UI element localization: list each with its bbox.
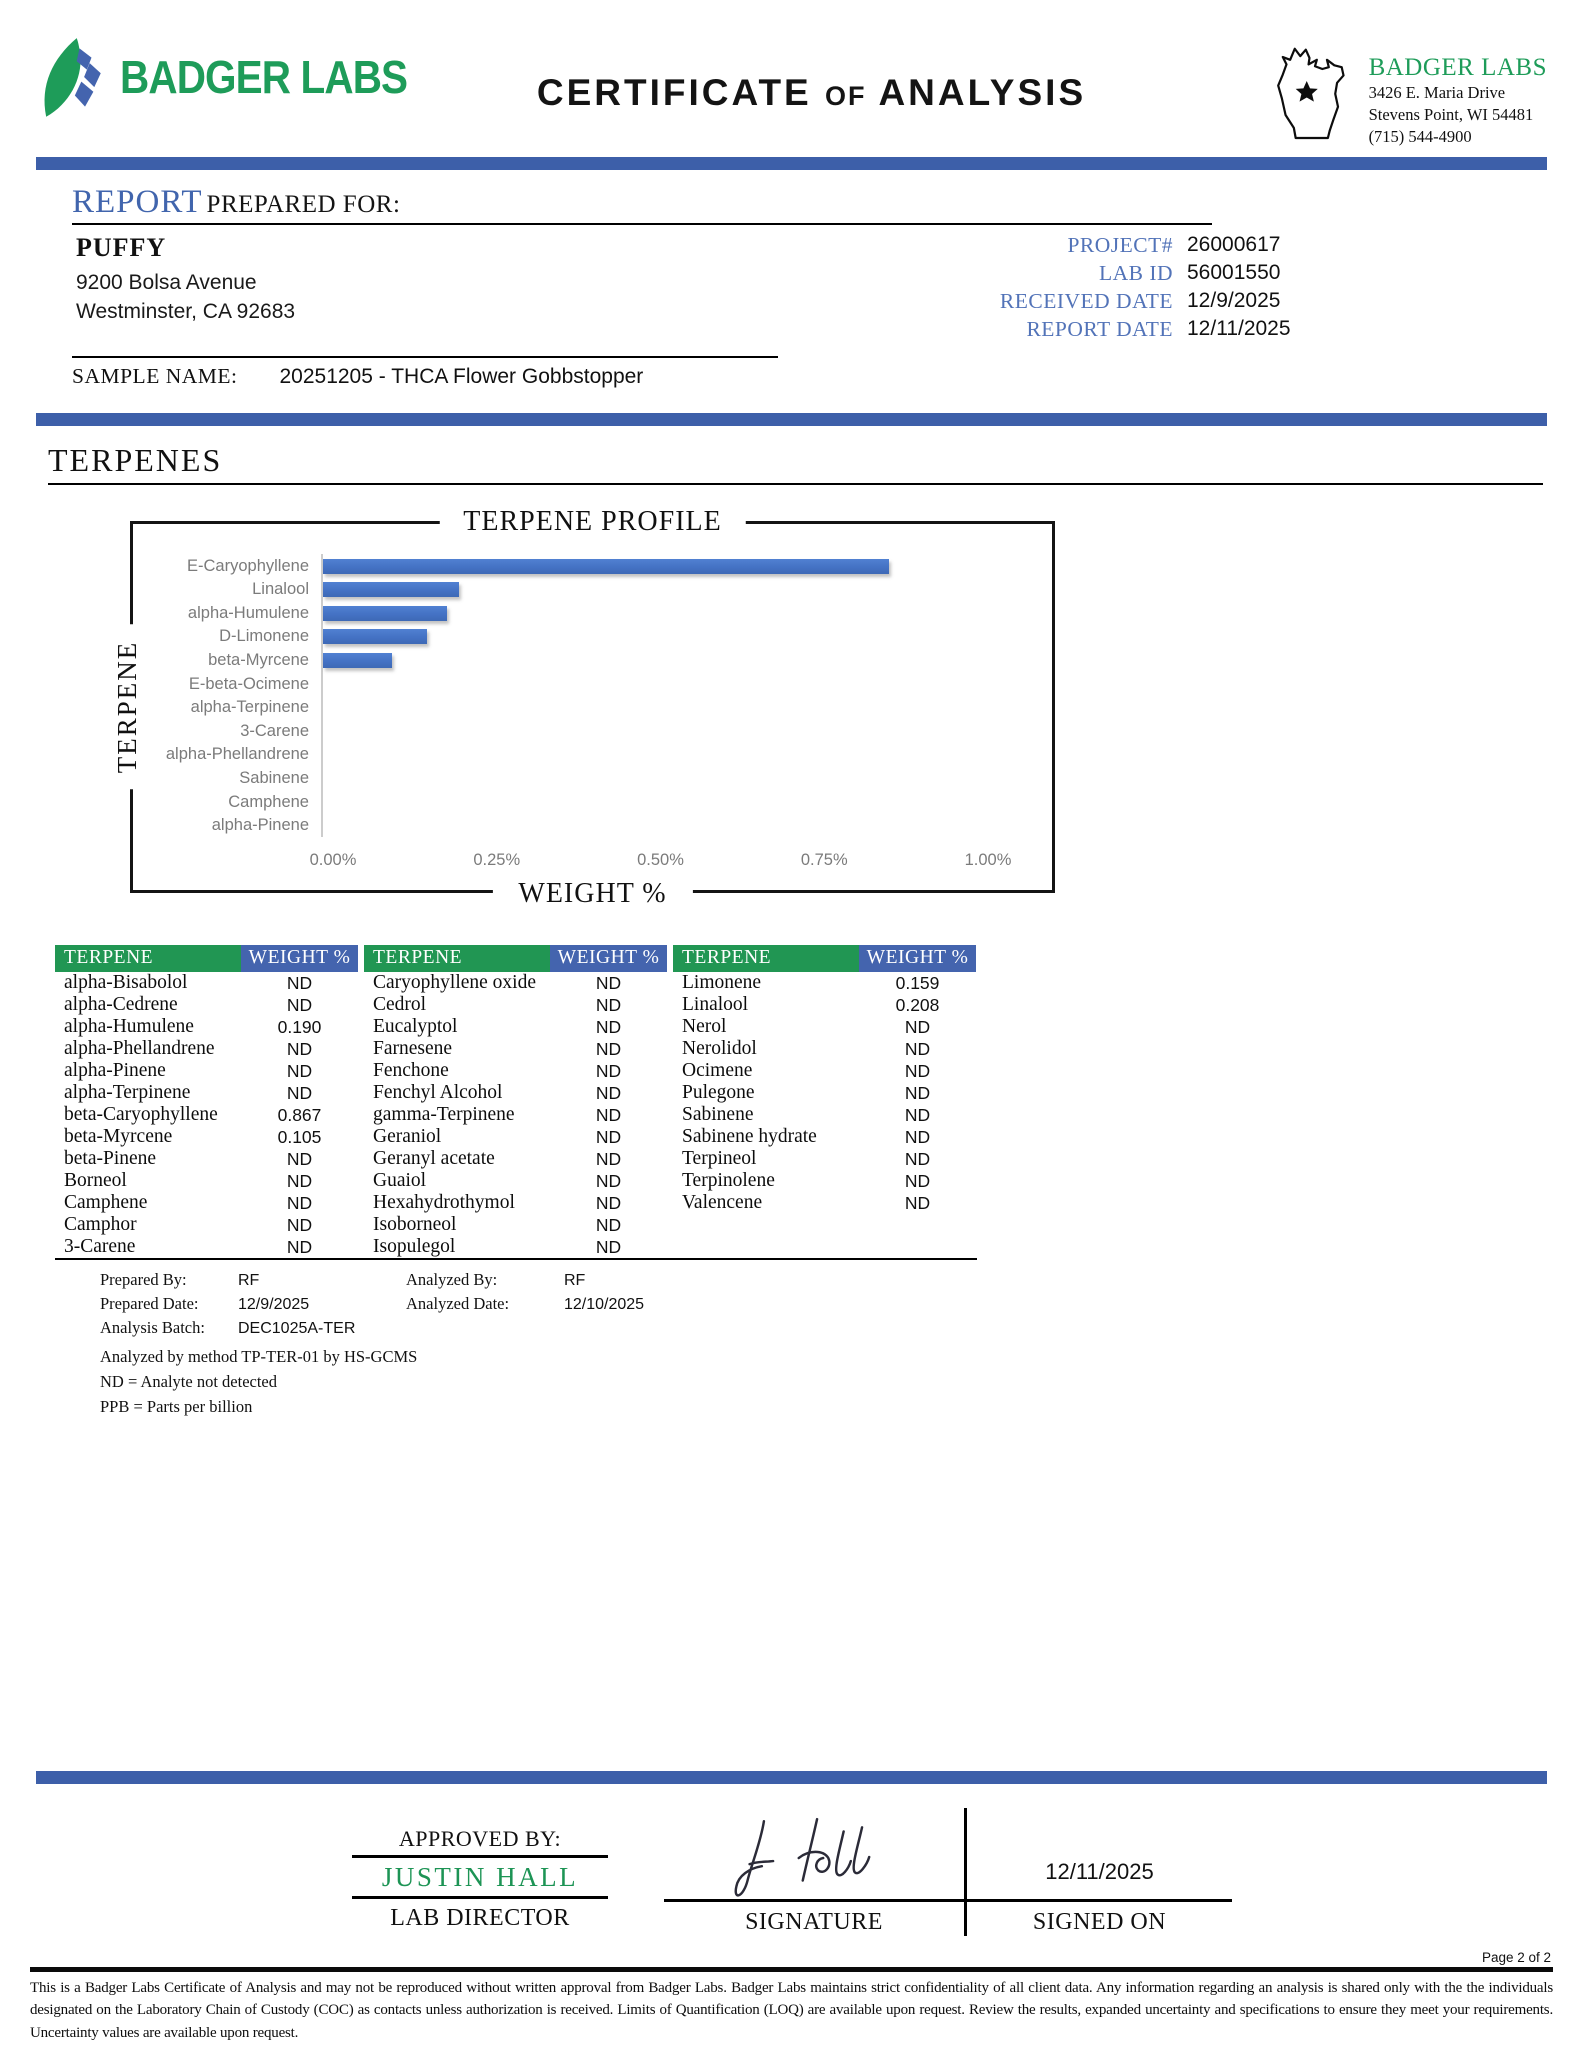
terpene-weight-cell: ND [595,1170,622,1191]
received-date-value: 12/9/2025 [1187,289,1281,313]
x-tick: 0.00% [309,851,357,870]
bar-D-Limonene [323,629,427,644]
method-note: Analyzed by method TP-TER-01 by HS-GCMS [100,1347,418,1367]
bar-beta-Myrcene [323,653,392,668]
analyzed-date-label: Analyzed Date: [406,1294,510,1314]
bar-track [321,601,976,625]
analyzed-by-value: RF [564,1272,586,1290]
bar-category-label: 3-Carene [240,721,309,740]
chart-y-axis-label: TERPENE [112,625,143,790]
terpene-weight-cell: ND [595,1236,622,1257]
project-fields [888,233,1427,342]
table-row [55,1148,358,1170]
terpene-table-group-2 [364,945,667,1258]
client-info [72,233,632,342]
lab-address-line1: 3426 E. Maria Drive [1368,83,1506,102]
terpene-name-cell: Geraniol [373,1126,442,1148]
x-tick: 1.00% [964,851,1012,870]
terpene-weight-cell: ND [286,994,313,1015]
table-row [55,1104,358,1126]
project-number-value: 26000617 [1187,233,1281,257]
signed-on-label: SIGNED ON [1032,1908,1167,1935]
terpene-name-cell: beta-Caryophyllene [64,1104,218,1126]
disclaimer-text: This is a Badger Labs Certificate of Analysis and may not be reproduced without written approval from Badger Labs. Badger Labs maintains strict confidentiality of all client data. Any information regarding an analysis is shared only with the the individuals designated on the Laboratory Chain of Custody (COC) as contacts unless authorization is received. Limits of Quantification (LOQ) are available upon request. Review the results, expanded uncertainty and specifications to ensure they meet your requirements. Uncertainty values are available upon request. [30,1979,1553,2041]
column-header-weight: WEIGHT % [859,945,976,972]
terpene-weight-cell: ND [904,1192,931,1213]
terpene-weight-cell: ND [904,1038,931,1059]
title-part1: CERTIFICATE [536,72,812,113]
table-row [55,1170,358,1192]
terpene-weight-cell: ND [286,1060,313,1081]
table-row [673,994,976,1016]
table-row [673,1192,976,1214]
approver-title: LAB DIRECTOR [390,1904,570,1931]
badger-labs-leaf-icon [36,34,110,120]
terpene-weight-cell: ND [595,1148,622,1169]
terpene-profile-chart [112,506,1055,910]
column-header-weight: WEIGHT % [550,945,667,972]
column-header-weight: WEIGHT % [241,945,358,972]
received-date-label: RECEIVED DATE [999,289,1173,314]
lab-id-label: LAB ID [1098,261,1173,286]
terpene-weight-cell: ND [595,1016,622,1037]
bar-row [149,696,1002,720]
report-date-value: 12/11/2025 [1187,317,1291,341]
table-row [55,1082,358,1104]
terpene-name-cell: Fenchyl Alcohol [373,1082,503,1104]
table-row [673,1148,976,1170]
terpene-name-cell: Sabinene hydrate [682,1126,817,1148]
terpene-weight-cell: ND [286,1214,313,1235]
bar-category-label: Linalool [252,580,309,599]
terpene-weight-cell: ND [595,1082,622,1103]
bar-category-label: E-beta-Ocimene [188,674,309,693]
lab-phone: (715) 544-4900 [1368,126,1472,146]
terpene-weight-cell: ND [286,1082,313,1103]
bar-row [149,601,1002,625]
terpene-name-cell: alpha-Terpinene [64,1082,191,1104]
analysis-batch-label: Analysis Batch: [100,1318,205,1338]
terpene-weight-cell: ND [286,1148,313,1169]
lab-id-value: 56001550 [1187,261,1281,285]
table-row [364,1126,667,1148]
terpene-name-cell: Farnesene [373,1038,453,1060]
terpene-weight-cell: ND [904,1016,931,1037]
terpene-name-cell: Sabinene [682,1104,754,1126]
approver-block [352,1826,608,1936]
terpene-weight-cell: ND [904,1104,931,1125]
bar-row [149,625,1002,649]
column-header-terpene: TERPENE [364,945,550,972]
table-row [673,1170,976,1192]
wisconsin-map-icon [1269,40,1361,144]
disclaimer-section [30,1967,1553,2045]
terpene-name-cell: Limonene [682,972,762,994]
chart-rows [149,554,1002,837]
terpene-name-cell: Nerol [682,1016,727,1038]
column-header-terpene: TERPENE [55,945,241,972]
terpene-name-cell: Hexahydrothymol [373,1192,515,1214]
brand-logo [36,34,496,120]
terpene-weight-cell: ND [286,1170,313,1191]
terpene-name-cell: gamma-Terpinene [373,1104,515,1126]
report-heading [72,184,1212,225]
header [0,0,1583,147]
chart-title: TERPENE PROFILE [439,506,745,538]
terpene-table-group-1 [55,945,358,1258]
footer-block [0,1771,1583,2045]
terpene-name-cell: alpha-Cedrene [64,994,178,1016]
table-row [364,1214,667,1236]
client-address-line2: Westminster, CA 92683 [76,299,296,323]
table-row [55,1038,358,1060]
approver-name: JUSTIN HALL [352,1858,608,1899]
lab-address-line2: Stevens Point, WI 54481 [1368,104,1534,124]
client-name: PUFFY [76,233,167,263]
terpene-weight-cell: ND [595,1192,622,1213]
terpene-weight-cell: ND [904,1060,931,1081]
table-row [364,1104,667,1126]
approval-section [352,1808,1232,1936]
bar-track [321,554,976,578]
bar-Linalool [323,582,459,597]
table-row [55,1016,358,1038]
analyzed-date-value: 12/10/2025 [564,1296,645,1314]
terpene-name-cell: Guaiol [373,1170,427,1192]
prepared-date-label: Prepared Date: [100,1294,199,1314]
terpene-table [55,945,977,1260]
page-number: Page 2 of 2 [1481,1949,1551,1965]
divider-bar-middle [36,413,1547,426]
bar-row [149,578,1002,602]
bar-row [149,767,1002,791]
bar-track [321,649,976,673]
terpene-weight-cell: 0.208 [895,994,940,1015]
terpene-name-cell: 3-Carene [64,1236,136,1258]
table-row [673,1126,976,1148]
table-row [673,1060,976,1082]
terpene-weight-cell: ND [595,1038,622,1059]
prepared-date-value: 12/9/2025 [238,1296,310,1314]
analysis-batch-value: DEC1025A-TER [238,1320,356,1338]
bar-category-label: Sabinene [239,768,309,787]
terpene-name-cell: Isopulegol [373,1236,456,1258]
terpene-name-cell: Camphor [64,1214,137,1236]
table-row [364,1148,667,1170]
terpenes-section-heading [48,442,1543,485]
sample-name-row [72,356,778,389]
chart-x-axis-label: WEIGHT % [492,878,692,910]
terpene-weight-cell: ND [595,1060,622,1081]
terpene-name-cell: alpha-Phellandrene [64,1038,215,1060]
terpene-name-cell: Nerolidol [682,1038,757,1060]
divider-bar-top [36,157,1547,170]
terpene-weight-cell: ND [595,1104,622,1125]
bar-category-label: beta-Myrcene [208,650,309,669]
table-row [364,1038,667,1060]
table-row [364,1082,667,1104]
analysis-notes [100,1270,1583,1418]
terpene-weight-cell: ND [595,1214,622,1235]
chart-x-ticks [309,843,1012,877]
terpene-name-cell: Linalool [682,994,749,1016]
project-number-label: PROJECT# [1067,233,1173,258]
table-row [364,972,667,994]
terpene-table-group-3 [673,945,976,1214]
terpene-name-cell: Ocimene [682,1060,753,1082]
terpene-weight-cell: 0.105 [277,1126,322,1147]
bar-track [321,790,976,814]
bar-row [149,790,1002,814]
x-tick: 0.50% [637,851,684,870]
table-row [364,1236,667,1258]
terpene-weight-cell: 0.867 [277,1104,322,1125]
divider-bar-bottom [36,1771,1547,1784]
document-title [496,72,1127,114]
report-label: REPORT [72,184,203,221]
signature-label: SIGNATURE [745,1908,883,1935]
table-row [673,1038,976,1060]
ppb-note: PPB = Parts per billion [100,1396,253,1416]
table-row [55,1236,358,1258]
terpene-weight-cell: ND [286,972,313,993]
terpene-name-cell: Camphene [64,1192,148,1214]
x-tick: 0.75% [800,851,848,870]
bar-category-label: alpha-Phellandrene [165,745,309,764]
table-row [673,1016,976,1038]
nd-note: ND = Analyte not detected [100,1372,278,1392]
prepared-by-label: Prepared By: [100,1270,187,1290]
brand-name: BADGER LABS [120,51,408,103]
sample-name-label: SAMPLE NAME: [72,364,238,389]
title-of: OF [825,81,867,111]
prepared-by-value: RF [238,1272,260,1290]
table-row [55,1214,358,1236]
bar-row [149,554,1002,578]
lab-info [1127,40,1547,147]
bar-row [149,719,1002,743]
terpene-name-cell: alpha-Pinene [64,1060,166,1082]
terpene-name-cell: alpha-Bisabolol [64,972,188,994]
terpene-weight-cell: ND [904,1126,931,1147]
terpene-weight-cell: ND [595,994,622,1015]
terpene-name-cell: Terpineol [682,1148,757,1170]
table-row [55,1192,358,1214]
table-row [55,1126,358,1148]
bar-E-Caryophyllene [323,559,889,574]
table-row [364,1170,667,1192]
signature-block [664,1808,964,1936]
approved-by-label: APPROVED BY: [352,1826,608,1858]
terpene-weight-cell: ND [286,1192,313,1213]
bar-alpha-Humulene [323,606,447,621]
terpene-weight-cell: ND [595,1126,622,1147]
table-row [364,1016,667,1038]
bar-track [321,672,976,696]
sample-name-value: 20251205 - THCA Flower Gobbstopper [279,365,644,389]
terpene-name-cell: Isoborneol [373,1214,457,1236]
terpene-name-cell: beta-Pinene [64,1148,157,1170]
table-row [673,1082,976,1104]
terpene-weight-cell: ND [904,1170,931,1191]
report-date-label: REPORT DATE [1026,317,1173,342]
table-row [364,1192,667,1214]
title-part2: ANALYSIS [878,72,1087,113]
table-row [55,1060,358,1082]
terpene-name-cell: Caryophyllene oxide [373,972,536,994]
bar-row [149,649,1002,673]
table-row [673,972,976,994]
bar-row [149,743,1002,767]
prepared-for-label: PREPARED FOR: [206,191,401,219]
terpene-name-cell: Fenchone [373,1060,449,1082]
column-header-terpene: TERPENE [673,945,859,972]
bar-track [321,743,976,767]
table-row [364,1060,667,1082]
client-address-line1: 9200 Bolsa Avenue [76,271,257,295]
lab-address [1369,40,1547,147]
table-row [55,994,358,1016]
bar-category-label: alpha-Terpinene [190,698,309,717]
table-row [673,1104,976,1126]
bar-category-label: Camphene [228,792,309,811]
bar-category-label: E-Caryophyllene [187,556,309,575]
bar-row [149,672,1002,696]
terpene-name-cell: Cedrol [373,994,427,1016]
signature-icon [709,1811,919,1903]
terpene-weight-cell: ND [904,1148,931,1169]
terpene-name-cell: Terpinolene [682,1170,775,1192]
lab-name: BADGER LABS [1368,54,1547,81]
bar-category-label: alpha-Pinene [211,816,309,835]
bar-track [321,767,976,791]
x-tick: 0.25% [473,851,521,870]
terpene-weight-cell: ND [286,1236,313,1257]
table-row [364,994,667,1016]
bar-track [321,625,976,649]
bar-track [321,719,976,743]
signed-date-block [964,1808,1232,1936]
terpene-weight-cell: ND [904,1082,931,1103]
terpene-weight-cell: 0.159 [895,972,940,993]
bar-track [321,578,976,602]
table-row [55,972,358,994]
terpene-weight-cell: 0.190 [277,1016,322,1037]
terpenes-title: TERPENES [48,442,223,479]
bar-track [321,814,976,838]
report-section [0,170,1583,389]
terpene-name-cell: Eucalyptol [373,1016,458,1038]
bar-track [321,696,976,720]
terpene-name-cell: Borneol [64,1170,127,1192]
terpene-weight-cell: ND [286,1038,313,1059]
analyzed-by-label: Analyzed By: [406,1270,498,1290]
terpene-name-cell: alpha-Humulene [64,1016,194,1038]
terpene-weight-cell: ND [595,972,622,993]
terpene-name-cell: beta-Myrcene [64,1126,173,1148]
bar-category-label: alpha-Humulene [187,603,309,622]
bar-category-label: D-Limonene [219,627,309,646]
signed-date-value: 12/11/2025 [967,1859,1232,1902]
bar-row [149,814,1002,838]
terpene-name-cell: Valencene [682,1192,763,1214]
terpene-name-cell: Pulegone [682,1082,755,1104]
terpene-name-cell: Geranyl acetate [373,1148,495,1170]
